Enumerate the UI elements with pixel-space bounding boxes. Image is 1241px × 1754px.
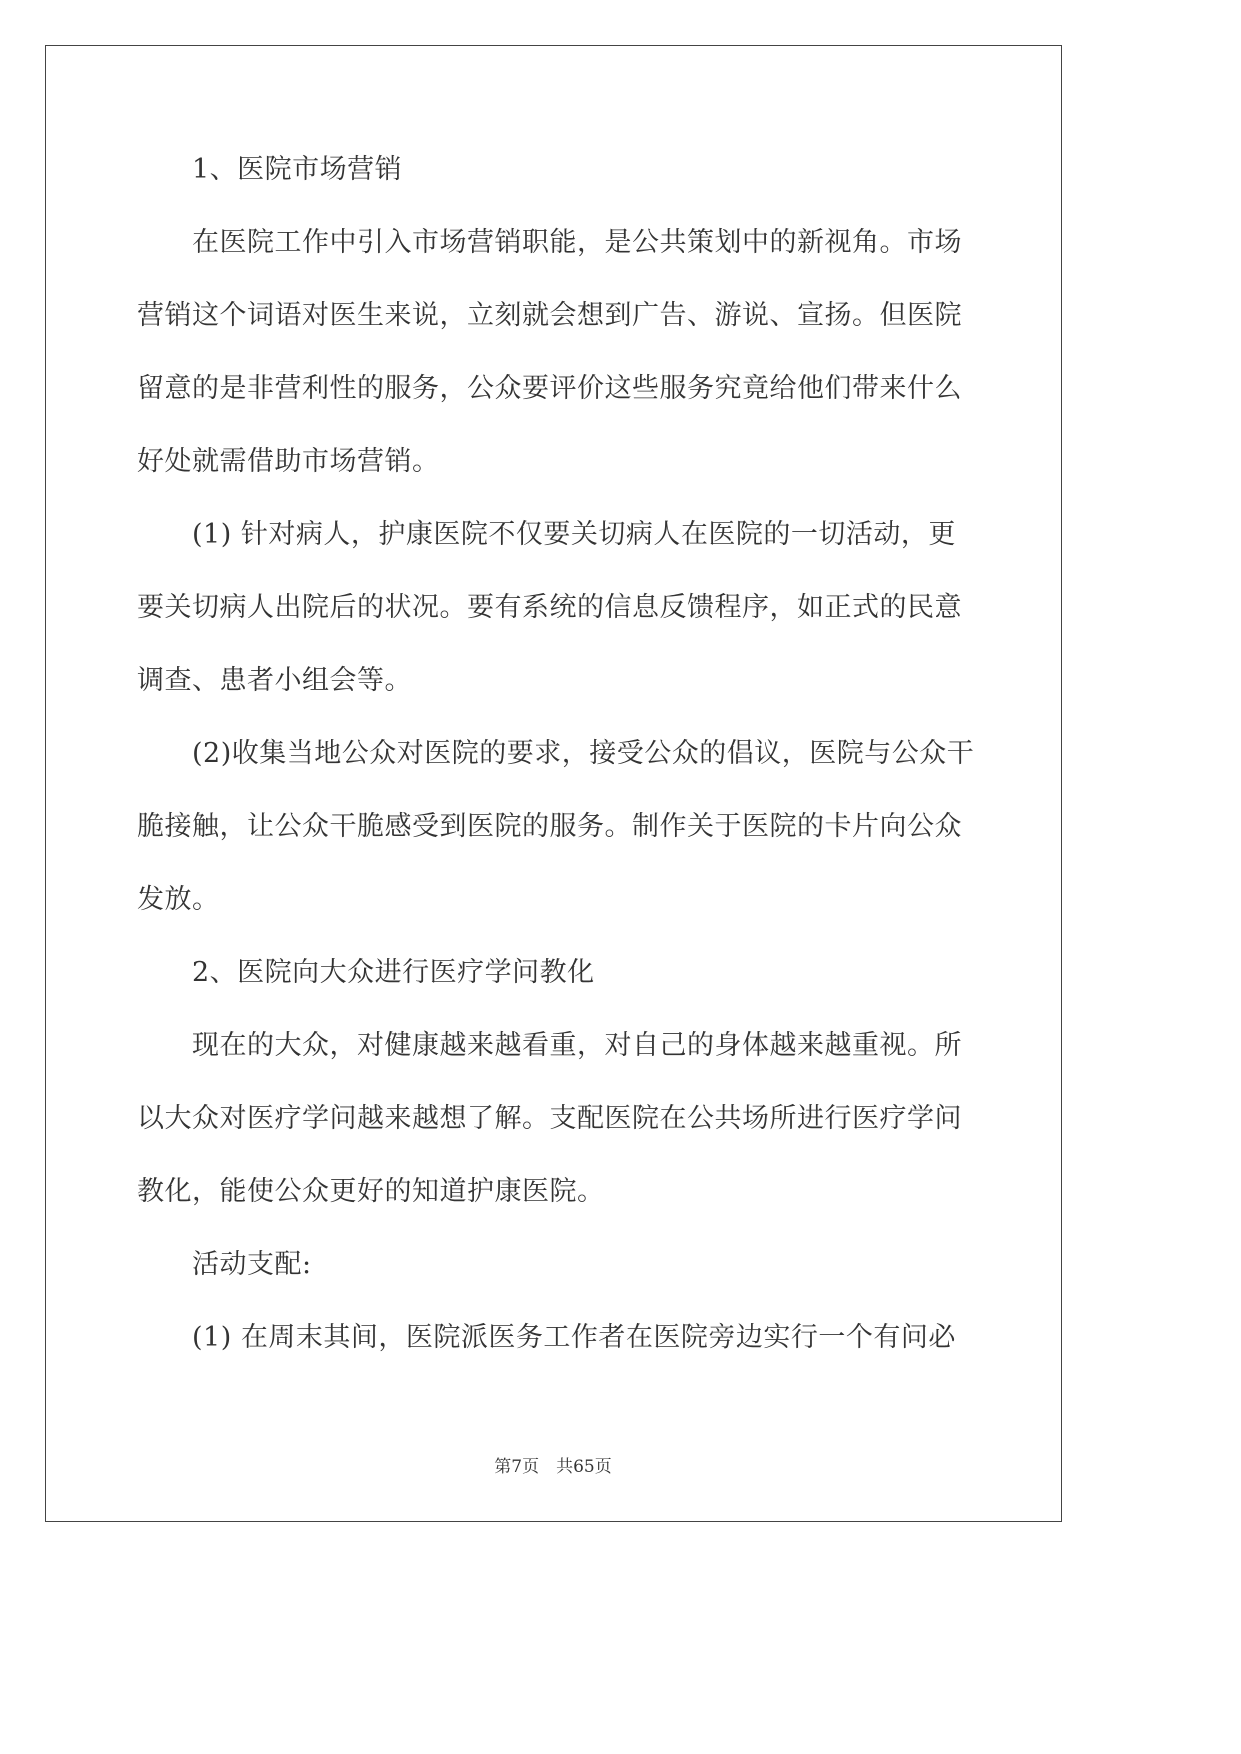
text-line: 留意的是非营利性的服务，公众要评价这些服务究竟给他们带来什么 — [137, 373, 962, 404]
document-body — [137, 145, 977, 1386]
text-line: (1) 在周末其间，医院派医务工作者在医院旁边实行一个有问必 — [192, 1322, 956, 1353]
text-line: (1) 针对病人，护康医院不仅要关切病人在医院的一切活动，更 — [192, 519, 956, 550]
text-line: 好处就需借助市场营销。 — [137, 446, 440, 477]
text-line: 调查、患者小组会等。 — [137, 665, 412, 696]
text-line: 现在的大众，对健康越来越看重，对自己的身体越来越重视。所 — [192, 1030, 962, 1061]
text-line: 1、医院市场营销 — [192, 154, 403, 185]
text-line: (2)收集当地公众对医院的要求，接受公众的倡议，医院与公众干 — [192, 738, 975, 769]
page-footer: 第7页 共65页 — [494, 1457, 612, 1477]
text-line: 要关切病人出院后的状况。要有系统的信息反馈程序，如正式的民意 — [137, 592, 962, 623]
text-line: 在医院工作中引入市场营销职能，是公共策划中的新视角。市场 — [192, 227, 962, 258]
text-line: 活动支配: — [192, 1249, 312, 1280]
text-line: 以大众对医疗学问越来越想了解。支配医院在公共场所进行医疗学问 — [137, 1103, 962, 1134]
text-line: 教化，能使公众更好的知道护康医院。 — [137, 1176, 605, 1207]
text-line: 脆接触，让公众干脆感受到医院的服务。制作关于医院的卡片向公众 — [137, 811, 962, 842]
text-line: 发放。 — [137, 884, 220, 915]
text-line: 营销这个词语对医生来说，立刻就会想到广告、游说、宣扬。但医院 — [137, 300, 962, 331]
text-line: 2、医院向大众进行医疗学问教化 — [192, 957, 595, 988]
